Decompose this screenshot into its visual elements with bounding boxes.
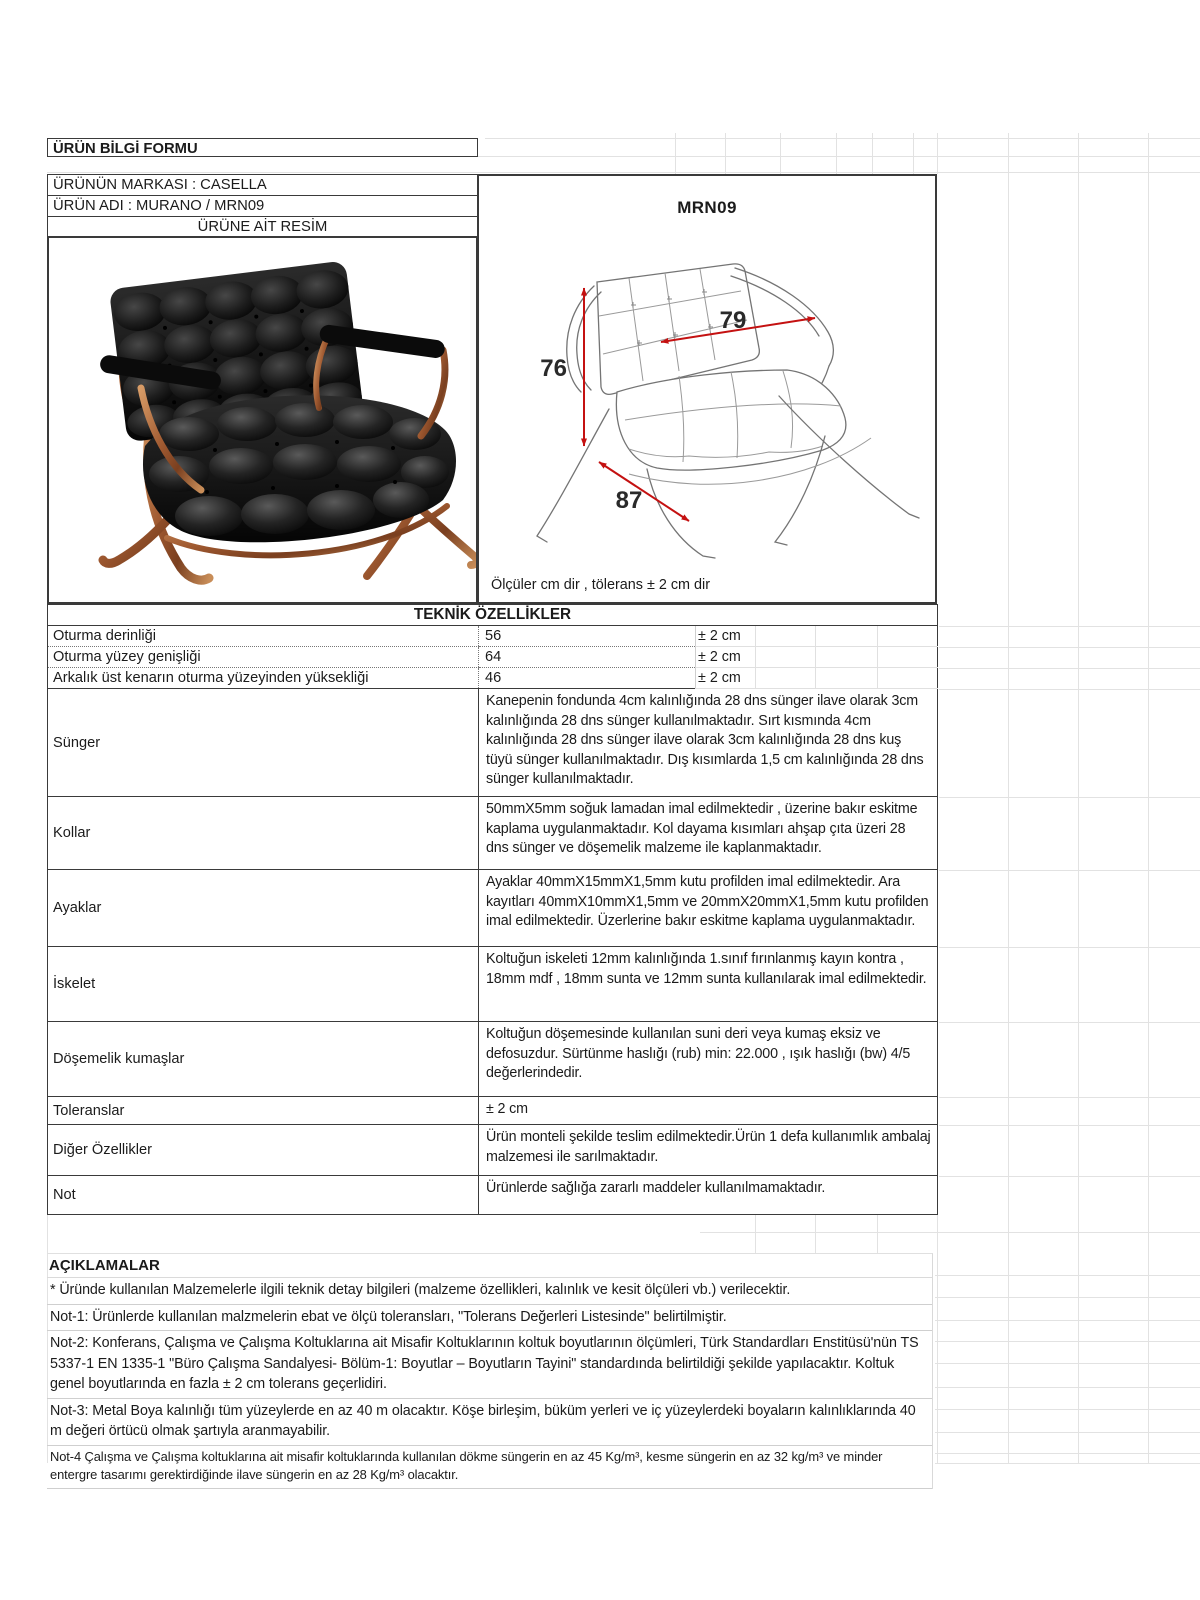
spec-label: Ayaklar [48, 870, 479, 947]
spec-text: Ayaklar 40mmX15mmX1,5mm kutu profilden imal edilmektedir. Ara kayıtları 40mmX10mmX1,5mm ve 20mmX20mmX1,5mm kutu profilden imal edilmektedir. Üzerlerine bakır eskitme kaplama uygulanmaktadır. [479, 870, 938, 947]
grid-line [1078, 133, 1079, 1463]
dimension-drawing-box [477, 174, 937, 604]
empty-cell [816, 626, 878, 647]
grid-line [1008, 133, 1009, 1463]
spec-text: Ürünlerde sağlığa zararlı maddeler kullanılmamaktadır. [479, 1176, 938, 1215]
spec-label: Sünger [48, 689, 479, 797]
grid-line [485, 138, 1200, 139]
grid-line [815, 1215, 816, 1253]
brand-row [47, 174, 478, 196]
product-photo-box [47, 236, 478, 604]
grid-line [935, 1363, 1200, 1364]
depth-dimension-label: 87 [615, 487, 643, 514]
empty-cell [756, 626, 816, 647]
grid-line [675, 133, 676, 174]
grid-line [1148, 133, 1149, 1463]
grid-line [836, 133, 837, 174]
grid-line [935, 1275, 1200, 1276]
grid-line [937, 133, 938, 174]
grid-line [935, 1320, 1200, 1321]
grid-line [478, 156, 1200, 157]
grid-line [755, 1215, 756, 1253]
height-dimension-label: 76 [540, 355, 567, 382]
depth-arrow [599, 462, 689, 521]
grid-line [937, 1215, 938, 1463]
remark-note: Not-4 Çalışma ve Çalışma koltuklarına ait misafir koltuklarında kullanılan dökme süngerin en az 45 Kg/m³, kesme süngerin en az 32 kg/m³ ve minder entergre tasarımı gerektirdiğinde ilave süngerin en az 28 Kg/m³ olacaktır. [47, 1446, 932, 1489]
drawing-title: MRN09 [677, 198, 737, 217]
image-header-row [47, 216, 478, 237]
grid-line [872, 133, 873, 174]
grid-line [939, 797, 1200, 798]
grid-line [935, 1341, 1200, 1342]
grid-line [725, 133, 726, 174]
spec-label: Oturma derinliği [48, 626, 479, 647]
spec-label: Kollar [48, 797, 479, 870]
product-name-row [47, 195, 478, 217]
remarks-section [47, 1253, 933, 1489]
brand-text: ÜRÜNÜN MARKASI : CASELLA [53, 177, 267, 193]
spec-value: 46 [479, 668, 696, 689]
grid-line [939, 689, 1200, 690]
spec-label: Toleranslar [48, 1097, 479, 1125]
grid-line [939, 870, 1200, 871]
dimension-drawing [479, 224, 935, 564]
grid-line [913, 133, 914, 174]
grid-line [935, 1409, 1200, 1410]
remark-note: Not-1: Ürünlerde kullanılan malzmelerin ebat ve ölçü toleransları, "Tolerans Değerleri Listesinde" belirtilmiştir. [47, 1305, 932, 1332]
remark-note: Not-2: Konferans, Çalışma ve Çalışma Koltuklarına ait Misafir Koltuklarının koltuk boyutlarının ölçümleri, Türk Standardları Enstitüsü'nün TS 5337-1 EN 1335-1 "Büro Çalışma Sandalyesi- Bölüm-1: Boyutlar – Boyutların Tayini" standardında belirtildiği şekilde yapılacaktır. Koltuk genel boyutlarında en fazla ± 2 cm tolerans geçerlidiri. [47, 1331, 932, 1399]
grid-line [939, 668, 1200, 669]
grid-line [700, 1232, 1200, 1233]
empty-cell [816, 647, 878, 668]
tech-spec-table [47, 604, 938, 1215]
tech-header: TEKNİK ÖZELLİKLER [48, 605, 938, 626]
remarks-title: AÇIKLAMALAR [47, 1254, 932, 1278]
grid-line [780, 133, 781, 174]
product-name-text: ÜRÜN ADI : MURANO / MRN09 [53, 198, 265, 214]
spec-tolerance: ± 2 cm [696, 668, 756, 689]
spec-text: Koltuğun döşemesinde kullanılan suni deri veya kumaş eksiz ve defosuzdur. Sürtünme haslığı (rub) min: 22.000 , ışık haslığı (bw) 4/5 değerlerindedir. [479, 1022, 938, 1097]
spec-text: Kanepenin fondunda 4cm kalınlığında 28 dns sünger ilave olarak 3cm kalınlığında 28 dns sünger kullanılmaktadır. Sırt kısmında 4cm kalınlığında 28 dns sünger ilave olarak 3cm kalınlığında 28 dns kuş tüyü sünger kullanılmaktadır. Dış kısımlarda 1,5 cm kalınlığında 28 dns sünger kullanılmaktadır. [479, 689, 938, 797]
spec-text: Koltuğun iskeleti 12mm kalınlığında 1.sınıf fırınlanmış kayın kontra , 18mm mdf , 18mm sunta ve 12mm sunta kullanılarak imal edilmektedir. [479, 947, 938, 1022]
grid-line [939, 1097, 1200, 1098]
grid-line [939, 1022, 1200, 1023]
grid-line [935, 1297, 1200, 1298]
empty-cell [878, 668, 938, 689]
spec-text: 50mmX5mm soğuk lamadan imal edilmektedir , üzerine bakır eskitme kaplama uygulanmaktadır. Kol dayama kısımları ahşap çıta üzeri 28 dns sünger ve döşemelik malzeme ile kaplanmaktadır. [479, 797, 938, 870]
spec-label: Arkalık üst kenarın oturma yüzeyinden yüksekliği [48, 668, 479, 689]
spec-value: 56 [479, 626, 696, 647]
grid-line [935, 1432, 1200, 1433]
remark-note: Not-3: Metal Boya kalınlığı tüm yüzeylerde en az 40 m olacaktır. Köşe birleşim, büküm yerleri ve iç yüzeylerdeki boyaların kalınlıklarında 40 m değeri örtücü olmak şartıyla aranmayabilir. [47, 1399, 932, 1446]
spec-tolerance: ± 2 cm [696, 626, 756, 647]
width-dimension-label: 79 [719, 307, 747, 334]
grid-line [939, 626, 1200, 627]
empty-cell [756, 647, 816, 668]
empty-cell [816, 668, 878, 689]
spec-label: Not [48, 1176, 479, 1215]
grid-line [939, 647, 1200, 648]
spec-label: Diğer Özellikler [48, 1125, 479, 1176]
spec-text: Ürün monteli şekilde teslim edilmektedir.Ürün 1 defa kullanımlık ambalaj malzemesi ile sarılmaktadır. [479, 1125, 938, 1176]
spec-tolerance: ± 2 cm [696, 647, 756, 668]
spec-label: Oturma yüzey genişliği [48, 647, 479, 668]
page-title [47, 138, 478, 157]
spec-label: İskelet [48, 947, 479, 1022]
empty-cell [878, 626, 938, 647]
grid-line [935, 1463, 1200, 1464]
empty-cell [878, 647, 938, 668]
measure-note: Ölçüler cm dir , tölerans ± 2 cm dir [491, 577, 711, 593]
grid-line [935, 1453, 1200, 1454]
empty-cell [756, 668, 816, 689]
page-title-text: ÜRÜN BİLGİ FORMU [53, 141, 198, 157]
spec-label: Döşemelik kumaşlar [48, 1022, 479, 1097]
grid-line [877, 1215, 878, 1253]
grid-line [935, 1387, 1200, 1388]
remark-note: * Üründe kullanılan Malzemelerle ilgili teknik detay bilgileri (malzeme özellikleri, kalınlık ve kesit ölçüleri vb.) verilecektir. [47, 1278, 932, 1305]
grid-line [939, 1176, 1200, 1177]
grid-line [939, 947, 1200, 948]
image-header-text: ÜRÜNE AİT RESİM [197, 219, 328, 235]
product-photo [49, 238, 476, 602]
grid-line [47, 172, 1200, 173]
spec-text: ± 2 cm [479, 1097, 938, 1125]
spec-value: 64 [479, 647, 696, 668]
grid-line [939, 1125, 1200, 1126]
